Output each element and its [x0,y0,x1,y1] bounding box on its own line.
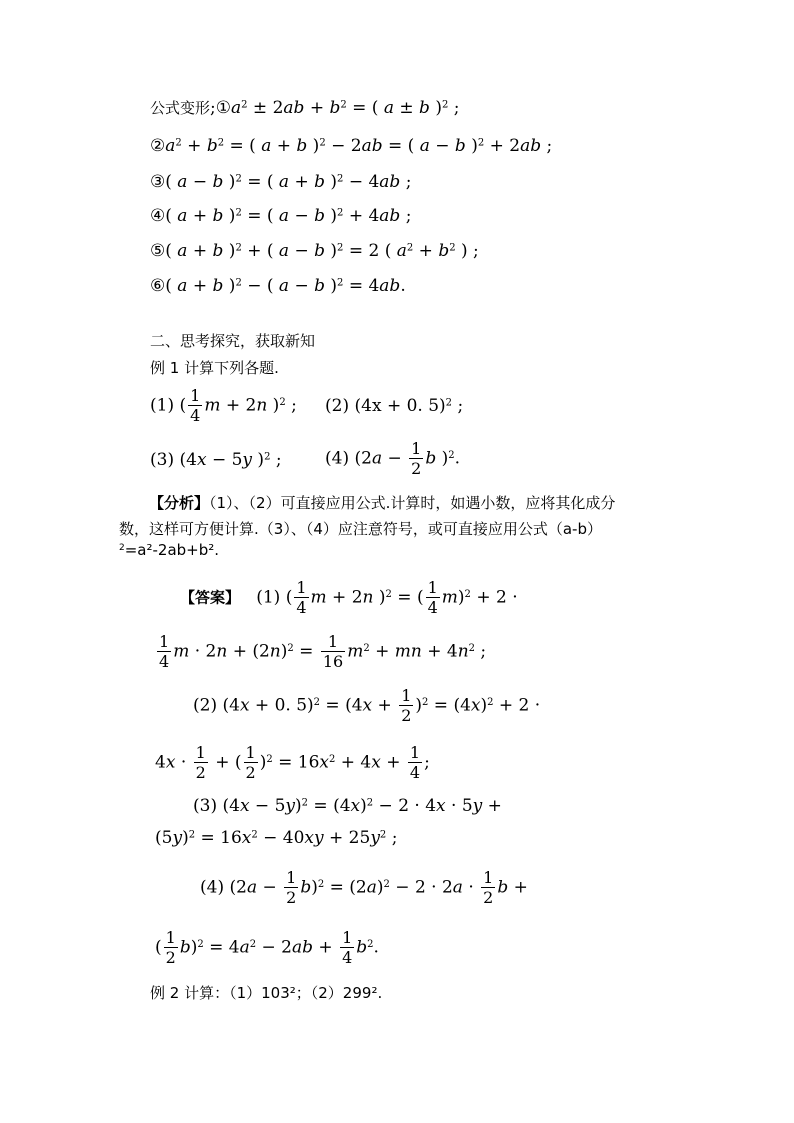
formula-5: ⑤( a + b )$^2$ + ( a − b )$^2$ = 2 ( $a^2 + b^2$ ) ; [150,241,479,261]
problem-1: (1) ( $\frac{1}{4}$ m + 2n )$^2$ ; [150,386,297,425]
answer-1-line-1: 【答案】 (1) ( $\frac{1}{4}$ m + 2n )$^2$ = ( $\frac{1}{4}$ m)$^2$ + 2 · [180,578,518,617]
answer-2-line-1: (2) (4x + 0. 5)$^2$ = (4x + $\frac{1}{2}$ )$^2 = (4x)^2 + 2$ · [193,686,541,725]
formula-2: $②a^2 + b^2$ = ( a + b )$^2$ − 2ab = ( a − b )$^2$ + 2ab ; [150,136,553,156]
answer-label: 【答案】 [180,588,241,607]
circled-1: ① [215,98,231,118]
fraction: $\frac{1}{4}$ [190,386,201,425]
example-1-title: 例 1 计算下列各题. [150,359,279,377]
section-heading: 二、思考探究，获取新知 [150,332,316,350]
formula-4: ④( a + b )$^2$ = ( a − b )$^2$ + 4ab ; [150,206,412,226]
circled-4: ④ [150,206,166,226]
analysis-label: 【分析】 [149,494,210,512]
circled-2: ② [150,136,166,156]
answer-2-line-2: 4x · $\frac{1}{2}$ + ( $\frac{1}{2}$ )$^2 = 16x^2 + 4x$ + $\frac{1}{4}$ ; [155,743,430,782]
example-2: 例 2 计算：（1）103²；（2）299². [150,984,383,1002]
formula-section-label: 公式变形 [150,99,211,117]
formula-3: ③( a − b )$^2$ = ( a + b )$^2$ − 4ab ; [150,172,412,192]
circled-6: ⑥ [150,276,166,296]
formula-6: ⑥( a + b )$^2$ − ( a − b )$^2$ = 4ab. [150,276,406,296]
problem-2: (2) (4x + 0. 5)$^2$ ; [325,396,464,416]
answer-3-line-2: $(5y)^2 = 16x^2 - 40xy + 25y^2$ ; [155,828,398,848]
analysis-paragraph: 【分析】（1）、（2）可直接应用公式.计算时，如遇小数，应将其化成分 数，这样可方便计算.（3）、（4）应注意符号，或可直接应用公式（a-b） $^2$=a²-2ab+b². [119,494,616,559]
problem-3: (3) (4x − 5y )$^2$ ; [150,450,282,470]
answer-3-line-1: (3) $(4x - 5y)^2 = (4x)^2 - 2 \cdot 4x \cdot 5y$ + [193,796,502,816]
answer-1-line-2: $\frac{1}{4}$ $m \cdot 2n + (2n)^2$ = $\frac{1}{16}$ $m^2$ + mn + $4n^2$ ; [159,632,487,671]
formula-1: 公式变形$;①a^2 \pm 2ab + b^2$ = ( a ± b )$^2$ ; [150,98,460,118]
answer-4-line-2: ( $\frac{1}{2}$ $b)^2 = 4a^2 - 2ab$ + $\frac{1}{4}$ $b^2$. [155,928,379,967]
answer-4-line-1: (4) (2a − $\frac{1}{2}$ $b)^2 = (2a)^2 - 2 \cdot 2a$ · $\frac{1}{2}$ b + [200,868,528,907]
circled-5: ⑤ [150,241,166,261]
circled-3: ③ [150,172,166,192]
problem-4: (4) (2a − $\frac{1}{2}$ b )$^2$. [325,439,461,478]
